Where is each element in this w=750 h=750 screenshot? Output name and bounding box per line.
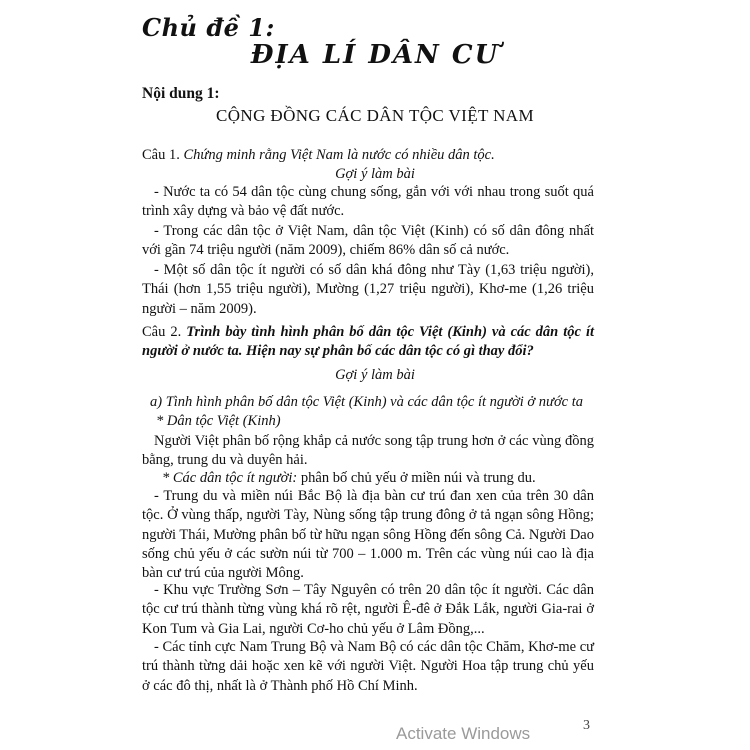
- minority-label: * Các dân tộc ít người:: [162, 470, 298, 486]
- page-number: 3: [583, 718, 590, 733]
- question-2-hint: Gợi ý làm bài: [335, 367, 415, 383]
- q1-paragraph-3: - Một số dân tộc ít người có số dân khá đông như Tày (1,63 triệu người), Thái (hơn 1,55 triệu người), Mường (1,27 triệu người), Khơ-me (1,26 triệu người – năm 2009).: [142, 262, 594, 317]
- content-title: CỘNG ĐỒNG CÁC DÂN TỘC VIỆT NAM: [215, 106, 535, 125]
- minority-text: phân bố chủ yếu ở miền núi và trung du.: [297, 470, 536, 486]
- topic-heading: Chủ đề 1:: [142, 13, 275, 42]
- section-a-heading: a) Tình hình phân bố dân tộc Việt (Kinh) và các dân tộc ít người ở nước ta: [150, 394, 584, 410]
- question-1-number: Câu 1.: [142, 147, 180, 163]
- q2-paragraph-3: - Các tỉnh cực Nam Trung Bộ và Nam Bộ có các dân tộc Chăm, Khơ-me cư trú thành từng dải hoặc xen kẽ với người Việt. Người Hoa tập trung chủ yếu ở các đô thị, nhất là ở Thành phố Hồ Chí Minh.: [142, 639, 594, 694]
- question-2-text: Trình bày tình hình phân bố dân tộc Việt (Kinh) và các dân tộc ít người ở nước ta. Hiện nay sự phân bố các dân tộc có gì thay đổi?: [142, 324, 594, 360]
- kinh-paragraph: Người Việt phân bố rộng khắp cả nước song tập trung hơn ở các vùng đồng bằng, trung du và duyên hải.: [142, 433, 594, 469]
- content-label: Nội dung 1:: [142, 85, 220, 102]
- question-1: [142, 147, 495, 164]
- activate-windows-watermark: Activate Windows: [396, 724, 531, 743]
- q2-paragraph-1: - Trung du và miền núi Bắc Bộ là địa bàn cư trú đan xen của trên 30 dân tộc. Ở vùng thấp, người Tày, Nùng sống tập trung đông ở tả ngạn sông Hồng; người Thái, Mường phân bố từ hữu ngạn sông Hồng đến sông Cả. Người Dao sống chủ yếu ở các sườn núi từ 700 – 1.000 m. Trên các vùng núi cao là địa bàn cư trú của người Mông.: [142, 488, 594, 582]
- question-2-number: Câu 2.: [142, 324, 182, 340]
- q2-paragraph-2: - Khu vực Trường Sơn – Tây Nguyên có trên 20 dân tộc ít người. Các dân tộc cư trú thành từng vùng khá rõ rệt, người Ê-đê ở Đắk Lắk, người Gia-rai ở Kon Tum và Gia Lai, người Cơ-ho chủ yếu ở Lâm Đồng,...: [142, 582, 594, 637]
- sub-kinh-heading: * Dân tộc Việt (Kinh): [156, 413, 281, 429]
- question-1-text: Chứng minh rằng Việt Nam là nước có nhiều dân tộc.: [183, 147, 495, 163]
- question-1-hint: Gợi ý làm bài: [335, 166, 415, 182]
- question-2: [142, 323, 594, 362]
- q1-paragraph-1: - Nước ta có 54 dân tộc cùng chung sống, gắn với với nhau trong suốt quá trình xây dựng và bảo vệ đất nước.: [142, 184, 594, 220]
- minority-paragraph: [142, 469, 594, 488]
- page-title: ĐỊA LÍ DÂN CƯ: [250, 40, 500, 70]
- q1-paragraph-2: - Trong các dân tộc ở Việt Nam, dân tộc Việt (Kinh) có số dân đông nhất với gần 74 triệu người (năm 2009), chiếm 86% dân số cả nước.: [142, 223, 594, 259]
